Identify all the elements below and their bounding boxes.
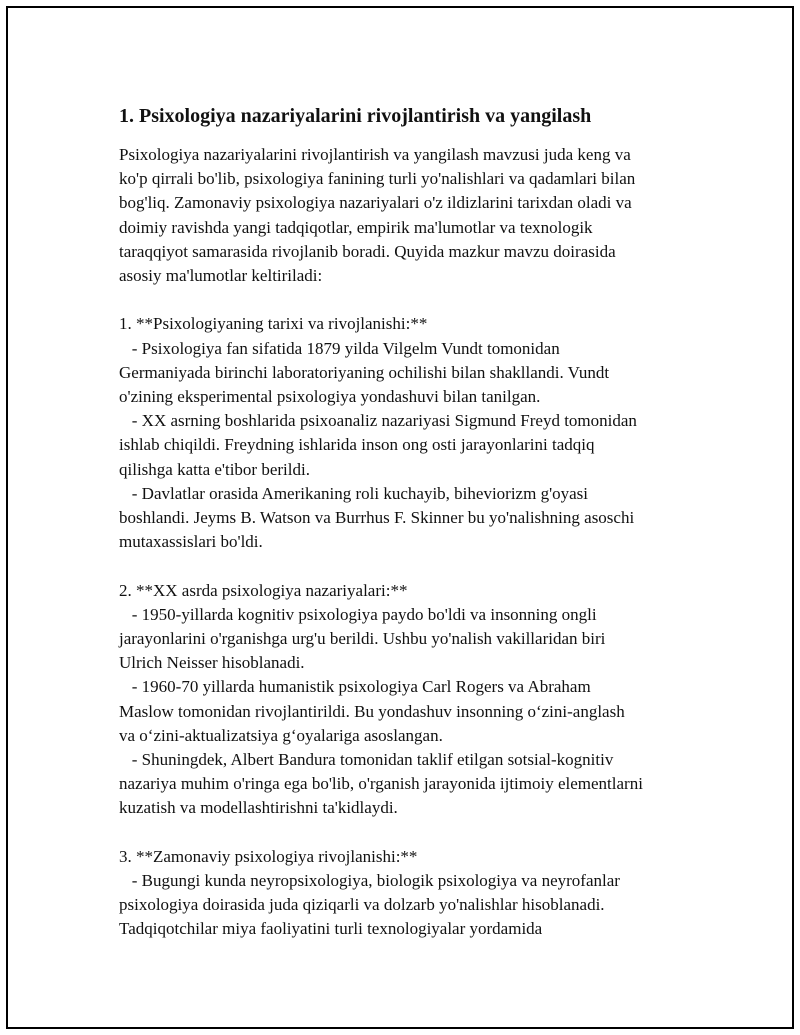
history-section: 1. **Psixologiyaning tarixi va rivojlanishi:** - Psixologiya fan sifatida 1879 yilda Vilgelm Vundt tomonidan Germaniyada birinchi laboratoriyaning ochilishi bilan shakllandi. Vundt o'zining eksperimental psixologiya yondashuvi bilan tanilgan. - XX asrning boshlarida psixoanaliz nazariyasi Sigmund Freyd tomonidan ishlab chiqildi. Freydning ishlarida inson ong osti jarayonlarini tadqiq qilishga katta e'tibor berildi. - Davlatlar orasida Amerikaning roli kuchayib, biheviorizm g'oyasi boshlandi. Jeyms B. Watson va Burrhus F. Skinner bu yo'nalishning asoschi mutaxassislari bo'ldi. bbox=[119, 314, 637, 552]
modern-development-section: 3. **Zamonaviy psixologiya rivojlanishi:** - Bugungi kunda neyropsixologiya, biologik psixologiya va neyrofanlar psixologiya doirasida juda qiziqarli va dolzarb yo'nalishlar hisoblanadi. Tadqiqotchilar miya faoliyatini turli texnologiyalar yordamida bbox=[119, 846, 620, 939]
document-body bbox=[119, 103, 709, 942]
page-frame bbox=[6, 6, 794, 1029]
twentieth-century-section: 2. **XX asrda psixologiya nazariyalari:** - 1950-yillarda kognitiv psixologiya paydo bo'ldi va insonning ongli jarayonlarini o'rganishga urg'u berildi. Ushbu yo'nalish vakillaridan biri Ulrich Neisser hisoblanadi. - 1960-70 yillarda humanistik psixologiya Carl Rogers va Abraham Maslow tomonidan rivojlantirildi. Bu yondashuv insonning o‘zini-anglash va o‘zini-aktualizatsiya g‘oyalariga asoslangan. - Shuningdek, Albert Bandura tomonidan taklif etilgan sotsial-kognitiv nazariya muhim o'ringa ega bo'lib, o'rganish jarayonida ijtimoiy elementlarni kuzatish va modellashtirishni ta'kidlaydi. bbox=[119, 580, 643, 818]
intro-paragraph: Psixologiya nazariyalarini rivojlantirish va yangilash mavzusi juda keng va ko'p qirrali bo'lib, psixologiya fanining turli yo'nalishlari va qadamlari bilan bog'liq. Zamonaviy psixologiya nazariyalari o'z ildizlarini tarixdan oladi va doimiy ravishda yangi tadqiqotlar, empirik ma'lumotlar va texnologik taraqqiyot samarasida rivojlanib boradi. Quyida mazkur mavzu doirasida asosiy ma'lumotlar keltiriladi: bbox=[119, 145, 636, 286]
section-heading: 1. Psixologiya nazariyalarini rivojlantirish va yangilash bbox=[119, 105, 592, 127]
